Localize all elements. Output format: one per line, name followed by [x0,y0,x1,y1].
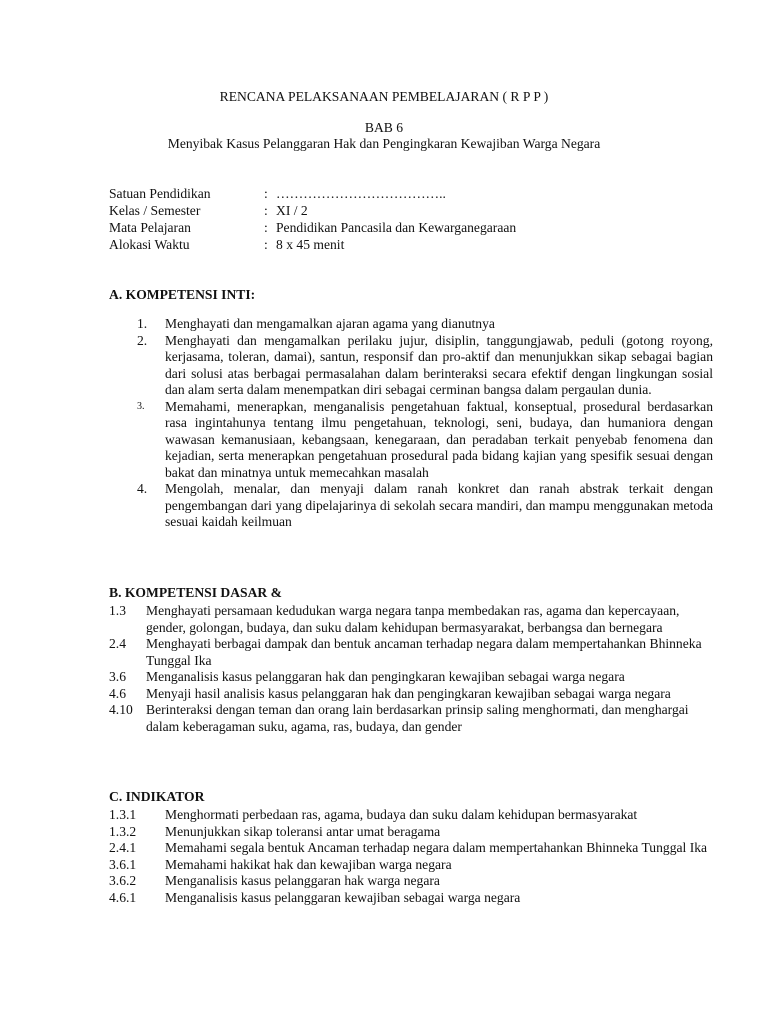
info-label: Kelas / Semester [109,203,201,218]
list-text: Menyaji hasil analisis kasus pelanggaran hak dan pengingkaran kewajiban sebagai warga negara [146,685,671,701]
list-text: Menunjukkan sikap toleransi antar umat beragama [165,823,441,839]
list-number: 1.3 [109,603,126,618]
info-value: Pendidikan Pancasila dan Kewarganegaraan [276,220,517,235]
kompetensi-dasar-list [109,603,713,735]
list-number: 4.6 [109,685,126,701]
list-text: Menghayati dan mengamalkan perilaku jujur, disiplin, tanggungjawab, peduli (gotong royong, kerjasama, toleran, damai), santun, responsif dan pro-aktif dan menunjukkan sikap sebagai bagian dari solusi atas berbagai permasalahan dalam berinteraksi secara efektif dengan lingkungan sosial dan alam serta dalam menempatkan diri sebagai cerminan bangsa dalam pergaulan dunia. [165,332,713,397]
info-colon: : [264,203,268,218]
list-text: Menghayati persamaan kedudukan warga negara tanpa membedakan ras, agama dan kepercayaan, gender, golongan, budaya, dan suku dalam kehidupan bermasyarakat, berbangsa dan bernegara [146,603,680,635]
list-item [109,636,713,669]
list-text: Memahami, menerapkan, menganalisis pengetahuan faktual, konseptual, prosedural berdasarkan rasa ingintahunya tentang ilmu pengetahuan, teknologi, seni, budaya, dan humaniora dengan wawasan kemanusiaan, kebangsaan, kenegaraan, dan peradaban terkait penyebab fenomena dan kejadian, serta menerapkan pengetahuan prosedural pada bidang kajian yang spesifik sesuai dengan bakat dan minatnya untuk memecahkan masalah [165,398,713,480]
list-item [137,316,713,333]
list-text: Mengolah, menalar, dan menyaji dalam ranah konkret dan ranah abstrak terkait dengan pengembangan dari yang dipelajarinya di sekolah secara mandiri, dan mampu menggunakan metoda sesuai kaidah keilmuan [165,481,713,529]
list-number: 4.10 [109,702,133,717]
list-item [137,481,713,531]
info-value: XI / 2 [276,203,308,218]
list-text: Memahami hakikat hak dan kewajiban warga negara [165,856,452,872]
info-label: Satuan Pendidikan [109,186,211,201]
list-item [109,807,713,824]
list-text: Menghayati dan mengamalkan ajaran agama yang dianutnya [165,316,495,331]
info-row-class [109,203,516,220]
list-item [109,857,713,874]
list-text: Berinteraksi dengan teman dan orang lain berdasarkan prinsip saling menghormati, dan menghargai dalam keberagaman suku, agama, ras, budaya, dan gender [146,702,689,734]
list-item [109,840,713,857]
list-number: 3.6.1 [109,856,137,872]
list-text: Menganalisis kasus pelanggaran hak dan pengingkaran kewajiban sebagai warga negara [146,669,625,684]
info-colon: : [264,186,268,201]
list-number: 3.6.2 [109,873,137,888]
info-label: Mata Pelajaran [109,220,191,235]
list-number: 4.6.1 [109,889,137,905]
list-number: 4. [137,481,148,496]
list-text: Menganalisis kasus pelanggaran kewajiban sebagai warga negara [165,889,521,905]
info-value: ……………………………….. [276,186,446,201]
list-number: 1.3.2 [109,823,137,839]
list-text: Menghayati berbagai dampak dan bentuk ancaman terhadap negara dalam mempertahankan Bhinneka Tunggal Ika [146,636,702,668]
kompetensi-inti-list [137,316,713,531]
identity-block [109,186,516,254]
info-row-subject [109,220,516,237]
list-number: 1. [137,316,148,331]
list-text: Memahami segala bentuk Ancaman terhadap negara dalam mempertahankan Bhinneka Tunggal Ika [165,840,708,855]
list-item [137,399,713,482]
list-item [137,333,713,399]
list-item [109,603,713,636]
list-text: Menghormati perbedaan ras, agama, budaya dan suku dalam kehidupan bermasyarakat [165,807,638,822]
chapter-subtitle: Menyibak Kasus Pelanggaran Hak dan Pengingkaran Kewajiban Warga Negara [167,136,601,151]
section-heading-kompetensi-dasar: B. KOMPETENSI DASAR & [109,585,282,600]
list-item [109,890,713,907]
section-heading-indikator: C. INDIKATOR [109,789,205,804]
list-item [109,686,713,703]
chapter-label: BAB 6 [364,120,404,135]
info-label: Alokasi Waktu [109,237,190,252]
info-colon: : [264,220,268,235]
info-row-school [109,186,516,203]
list-item [109,873,713,890]
info-colon: : [264,237,268,252]
list-number: 2.4.1 [109,840,137,855]
list-number: 2.4 [109,636,126,651]
list-number: 2. [137,332,148,348]
document-title: RENCANA PELAKSANAAN PEMBELAJARAN ( R P P ) [219,89,549,104]
list-number: 3. [137,400,145,412]
list-item [109,702,713,735]
list-text: Menganalisis kasus pelanggaran hak warga negara [165,873,440,888]
section-heading-kompetensi-inti: A. KOMPETENSI INTI: [109,287,256,302]
info-value: 8 x 45 menit [276,237,345,252]
list-number: 3.6 [109,669,126,684]
list-item [109,669,713,686]
indikator-list [109,807,713,906]
list-item [109,824,713,841]
list-number: 1.3.1 [109,807,137,822]
info-row-time [109,237,516,254]
